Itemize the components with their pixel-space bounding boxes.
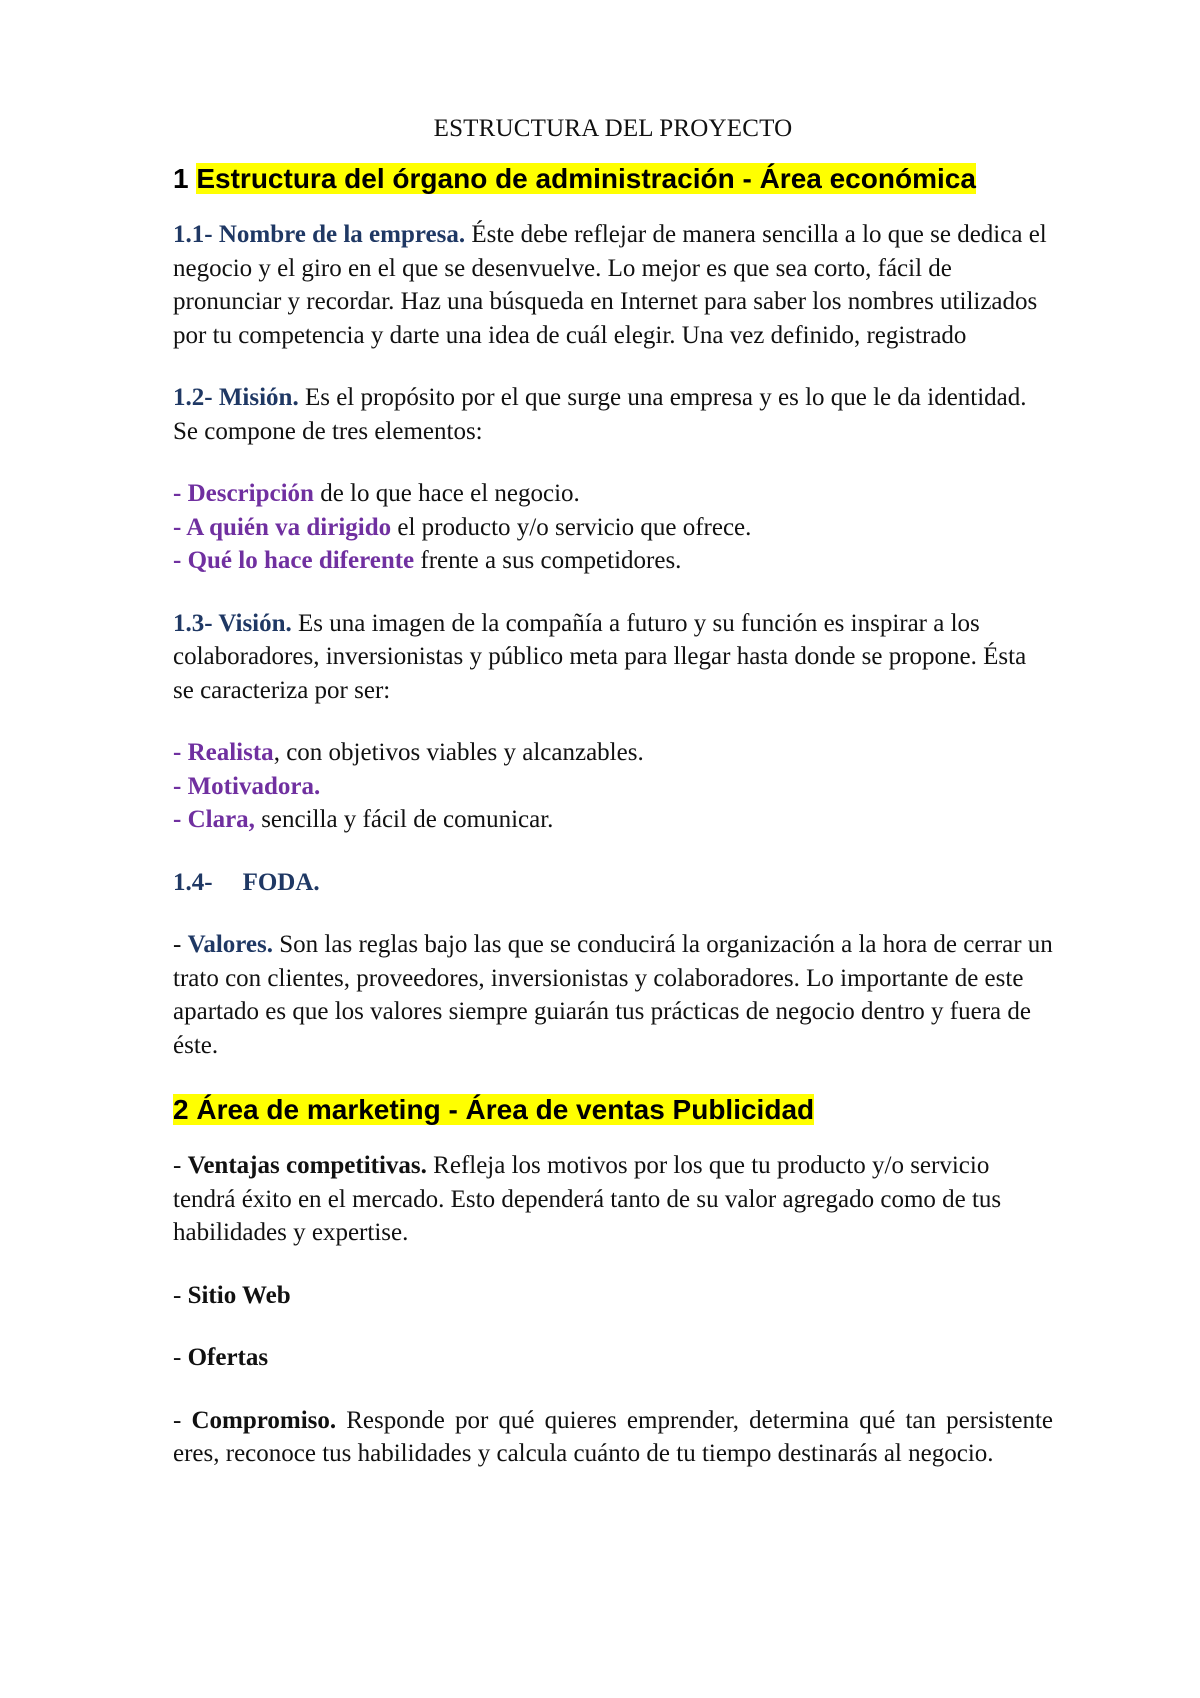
paragraph-vision [173,607,1053,708]
list-item [173,511,1053,545]
list-term: Descripción [187,480,314,507]
list-dash: - [173,480,188,507]
paragraph-ofertas [173,1341,1053,1375]
list-text: sencilla y fácil de comunicar. [254,806,554,833]
ofertas-dash: - [173,1344,188,1371]
document-title: ESTRUCTURA DEL PROYECTO [433,115,793,142]
text-ventajas: Refleja los motivos por los que tu producto y/o servicio tendrá éxito en el mercado. Esto dependerá tanto de su valor agregado como de tus habilidades y expertise. [173,1152,1002,1246]
list-term: Realista [187,739,274,766]
list-dash: - [173,772,188,800]
paragraph-sitio-web [173,1279,1053,1313]
paragraph-valores [173,928,1053,1062]
label-valores: Valores. [187,931,274,958]
paragraph-compromiso [173,1404,1053,1471]
text-valores: Son las reglas bajo las que se conducirá la organización a la hora de cerrar un trato con clientes, proveedores, inversionistas y colaboradores. Lo importante de este apartado es que los valores siempre guiarán tus prácticas de negocio dentro y fuera de éste. [173,931,1053,1059]
document-body [173,112,1053,1500]
paragraph-ventajas [173,1149,1053,1250]
list-item [173,770,1053,804]
section-1-number: 1 [173,163,189,194]
paragraph-foda [173,866,1053,900]
section-1-heading-text: Estructura del órgano de administración - Área económica [196,163,976,194]
label-ofertas: Ofertas [187,1344,269,1371]
paragraph-mision [173,381,1053,448]
text-compromiso: Responde por qué quieres emprender, determina qué tan persistente eres, reconoce tus habilidades y calcula cuánto de tu tiempo destinarás al negocio. [173,1406,1054,1467]
list-item [173,803,1053,837]
section-2-heading-text: 2 Área de marketing - Área de ventas Publicidad [173,1094,815,1125]
list-item [173,477,1053,511]
section-1-heading [173,160,1053,198]
list-dash: - [173,513,187,541]
paragraph-nombre-empresa [173,218,1053,352]
list-item [173,544,1053,578]
label-compromiso: Compromiso. [191,1406,337,1434]
valores-dash: - [173,931,188,958]
label-vision: 1.3- Visión. [173,609,292,637]
list-term: Qué lo hace diferente [187,547,415,574]
foda-number: 1.4- [173,868,213,896]
list-text: , con objetivos viables y alcanzables. [273,739,644,766]
label-nombre-empresa: 1.1- Nombre de la empresa. [173,221,466,248]
list-dash: - [173,806,188,833]
list-text: el producto y/o servicio que ofrece. [391,513,752,541]
label-ventajas: Ventajas competitivas. [187,1152,427,1179]
sitio-dash: - [173,1281,188,1309]
list-dash: - [173,739,188,766]
vision-traits-list [173,736,1053,837]
list-term: A quién va dirigido [186,513,392,541]
section-2-heading [173,1091,1053,1129]
text-nombre-empresa: Éste debe reflejar de manera sencilla a lo que se dedica el negocio y el giro en el que se desenvuelve. Lo mejor es que sea corto, fácil de pronunciar y recordar. Haz una búsqueda en Internet para saber los nombres utilizados por tu competencia y darte una idea de cuál elegir. Una vez definido, registrado [173,221,1047,349]
foda-label: FODA. [242,868,320,896]
list-text: frente a sus competidores. [414,547,682,574]
label-sitio-web: Sitio Web [187,1281,291,1309]
ventajas-dash: - [173,1152,188,1179]
list-term: Clara, [187,806,255,833]
label-mision: 1.2- Misión. [173,384,299,411]
text-mision: Es el propósito por el que surge una empresa y es lo que le da identidad. Se compone de tres elementos: [173,384,1027,445]
mision-elements-list [173,477,1053,578]
list-text: de lo que hace el negocio. [313,480,580,507]
list-item [173,736,1053,770]
list-term: Motivadora. [187,772,321,800]
text-vision: Es una imagen de la compañía a futuro y su función es inspirar a los colaboradores, inversionistas y público meta para llegar hasta donde se propone. Ésta se caracteriza por ser: [173,609,1027,704]
list-dash: - [173,547,188,574]
compromiso-dash: - [173,1406,192,1434]
